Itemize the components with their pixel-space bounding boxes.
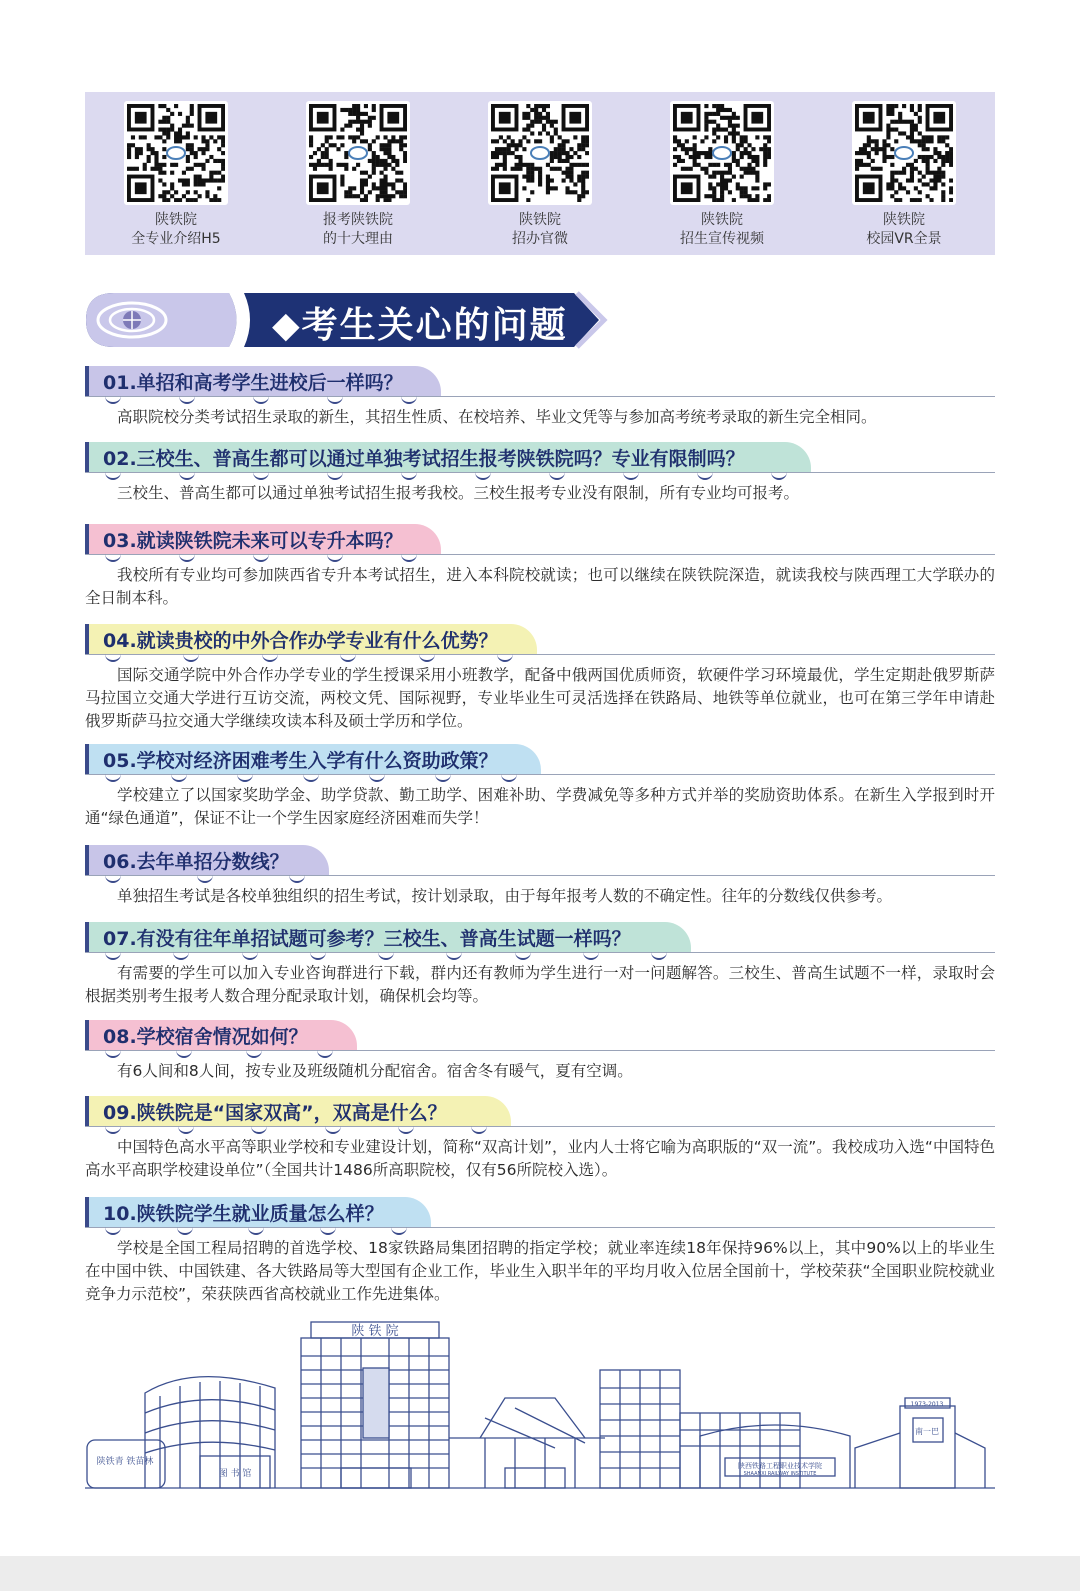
wheel-icon xyxy=(317,1050,333,1058)
wheel-icon xyxy=(398,1126,414,1134)
answer-text: 有需要的学生可以加入专业咨询群进行下载，群内还有教师为学生进行一对一问题解答。三校生、普高生试题不一样，录取时会根据类别考生报考人数合理分配录取计划，确保机会均等。 xyxy=(85,964,995,1005)
wheel-icon xyxy=(771,472,787,480)
answer-text: 我校所有专业均可参加陕西省专升本考试招生，进入本科院校就读；也可以继续在陕铁院深造，就读我校与陕西理工大学联办的全日制本科。 xyxy=(85,566,995,607)
wheel-icon xyxy=(253,472,269,480)
section-title: ◆考生关心的问题 xyxy=(272,305,568,346)
wheel-icon xyxy=(310,952,326,960)
question-bar xyxy=(85,1020,995,1054)
wheel-icon xyxy=(105,1126,121,1134)
qr-code[interactable] xyxy=(852,101,956,205)
qr-caption-line1: 陕铁院 xyxy=(883,212,925,228)
wheel-icon xyxy=(246,1050,262,1058)
wheel-icon xyxy=(105,1227,121,1235)
qr-caption xyxy=(131,211,220,249)
question-text: 03.就读陕铁院未来可以专升本吗？ xyxy=(103,529,403,552)
qr-code[interactable] xyxy=(488,101,592,205)
qr-caption-line1: 陕铁院 xyxy=(155,212,197,228)
wheel-icon xyxy=(251,1126,267,1134)
wheel-icon xyxy=(179,472,195,480)
wheel-icon xyxy=(105,875,121,883)
wheel-icon xyxy=(391,1227,407,1235)
wheel-decoration xyxy=(85,654,995,662)
section-banner xyxy=(84,289,614,351)
answer-text: 学校是全国工程局招聘的首选学校、18家铁路局集团招聘的指定学校；就业率连续18年保持96%以上，其中90%以上的毕业生在中国中铁、中国铁建、各大铁路局等大型国有企业工作，毕业生入职半年的平均月收入位居全国前十，学校荣获“全国职业院校就业竞争力示范校”，荣获陕西省高校就业工作先进集体。 xyxy=(85,1239,995,1303)
answer-text: 国际交通学院中外合作办学专业的学生授课采用小班教学，配备中俄两国优质师资，软硬件学习环境最优，学生定期赴俄罗斯萨马拉国立交通大学进行互访交流，两校文凭、国际视野，专业毕业生可灵活选择在铁路局、地铁等单位就业，也可在第三学年申请赴俄罗斯萨马拉交通大学继续攻读本科及硕士学历和学位。 xyxy=(85,666,995,730)
answer-text: 有6人间和8人间，按专业及班级随机分配宿舍。宿舍冬有暖气，夏有空调。 xyxy=(117,1062,633,1080)
wheel-icon xyxy=(197,875,213,883)
question-bar xyxy=(85,1197,995,1231)
question-pill xyxy=(85,442,811,472)
wheel-icon xyxy=(289,875,305,883)
wheel-icon xyxy=(179,554,195,562)
wheel-icon xyxy=(173,952,189,960)
wheel-icon xyxy=(105,1050,121,1058)
question-pill xyxy=(85,1096,511,1126)
wheel-icon xyxy=(262,654,278,662)
wheel-decoration xyxy=(85,396,995,404)
question-pill xyxy=(85,845,329,875)
wheel-icon xyxy=(401,472,417,480)
qr-caption-line2: 的十大理由 xyxy=(323,231,393,247)
wheel-icon xyxy=(237,774,253,782)
wheel-icon xyxy=(325,1126,341,1134)
answer-text: 高职院校分类考试招生录取的新生，其招生性质、在校培养、毕业文凭等与参加高考统考录取的新生完全相同。 xyxy=(117,408,877,426)
qr-item[interactable] xyxy=(455,101,625,249)
wheel-icon xyxy=(401,554,417,562)
answer-text: 单独招生考试是各校单独组织的招生考试，按计划录取，由于每年报考人数的不确定性。往年的分数线仅供参考。 xyxy=(117,887,893,905)
wheel-icon xyxy=(179,396,195,404)
question-pill xyxy=(85,524,441,554)
question-text: 05.学校对经济困难考生入学有什么资助政策？ xyxy=(103,749,498,772)
answer-text: 三校生、普高生都可以通过单独考试招生报考我校。三校生报考专业没有限制，所有专业均可报考。 xyxy=(117,484,800,502)
wheel-icon xyxy=(340,654,356,662)
qr-caption-line1: 陕铁院 xyxy=(519,212,561,228)
faq-item xyxy=(85,744,995,830)
gate-sign-en: SHAANXI RAILWAY INSTITUTE xyxy=(743,1471,817,1477)
wheel-icon xyxy=(253,396,269,404)
wheel-icon xyxy=(105,472,121,480)
qr-caption-line2: 校园VR全景 xyxy=(866,231,942,247)
library-sign: 图 书 馆 xyxy=(218,1469,252,1479)
wheel-decoration xyxy=(85,774,995,782)
question-text: 07.有没有往年单招试题可参考？三校生、普高生试题一样吗？ xyxy=(103,927,631,950)
campus-skyline-illustration xyxy=(85,1318,995,1496)
wheel-icon xyxy=(183,654,199,662)
page-bottom-strip xyxy=(0,1556,1080,1591)
wheel-icon xyxy=(475,472,491,480)
question-bar xyxy=(85,524,995,558)
wheel-icon xyxy=(697,472,713,480)
wheel-icon xyxy=(105,654,121,662)
wheel-icon xyxy=(446,952,462,960)
main-building-sign: 陕 铁 院 xyxy=(351,1324,399,1339)
qr-caption-line1: 报考陕铁院 xyxy=(323,212,393,228)
wheel-icon xyxy=(248,1227,264,1235)
wheel-icon xyxy=(320,1227,336,1235)
question-pill xyxy=(85,624,537,654)
wheel-decoration xyxy=(85,1050,995,1058)
wheel-icon xyxy=(401,396,417,404)
question-text: 06.去年单招分数线？ xyxy=(103,850,289,873)
qr-caption xyxy=(323,211,393,249)
stone-sign: 南一巴 xyxy=(915,1427,939,1436)
answer-text: 中国特色高水平高等职业学校和专业建设计划，简称“双高计划”，业内人士将它喻为高职版的“双一流”。我校成功入选“中国特色高水平高职学校建设单位”（全国共计1486所高职院校，仅有56所院校入选）。 xyxy=(85,1138,995,1179)
wheel-icon xyxy=(378,952,394,960)
wheel-icon xyxy=(327,472,343,480)
faq-item xyxy=(85,524,995,610)
faq-item xyxy=(85,624,995,733)
wheel-decoration xyxy=(85,952,995,960)
question-text: 08.学校宿舍情况如何？ xyxy=(103,1025,308,1048)
wheel-icon xyxy=(435,774,451,782)
calligraphy-sign: 陕铁青 铁苗林 xyxy=(96,1457,154,1467)
wheel-icon xyxy=(419,654,435,662)
wheel-icon xyxy=(105,774,121,782)
question-bar xyxy=(85,744,995,778)
faq-item xyxy=(85,1020,995,1083)
qr-caption-line2: 招办官微 xyxy=(512,231,568,247)
wheel-icon xyxy=(369,774,385,782)
question-text: 01.单招和高考学生进校后一样吗？ xyxy=(103,371,403,394)
wheel-icon xyxy=(501,774,517,782)
question-bar xyxy=(85,845,995,879)
qr-caption xyxy=(866,211,941,249)
wheel-icon xyxy=(178,1126,194,1134)
question-pill xyxy=(85,1197,431,1227)
wheel-icon xyxy=(515,952,531,960)
faq-item xyxy=(85,1096,995,1182)
wheel-icon xyxy=(583,952,599,960)
qr-code[interactable] xyxy=(124,101,228,205)
qr-caption xyxy=(512,211,568,249)
qr-caption-line1: 陕铁院 xyxy=(701,212,743,228)
faq-item xyxy=(85,1197,995,1306)
qr-item[interactable] xyxy=(273,101,443,249)
question-bar xyxy=(85,442,995,476)
qr-caption-line2: 全专业介绍H5 xyxy=(131,231,221,247)
gate-sign-cn: 陕西铁路工程职业技术学院 xyxy=(738,1462,822,1470)
question-bar xyxy=(85,366,995,400)
wheel-decoration xyxy=(85,1227,995,1235)
answer-text: 学校建立了以国家奖助学金、助学贷款、勤工助学、困难补助、学费减免等多种方式并举的奖励资助体系。在新生入学报到时开通“绿色通道”，保证不让一个学生因家庭经济困难而失学！ xyxy=(85,786,995,827)
wheel-icon xyxy=(105,396,121,404)
question-pill xyxy=(85,366,441,396)
question-text: 10.陕铁院学生就业质量怎么样？ xyxy=(103,1202,384,1225)
wheel-decoration xyxy=(85,554,995,562)
qr-caption xyxy=(680,211,764,249)
wheel-icon xyxy=(327,396,343,404)
wheel-icon xyxy=(176,1050,192,1058)
wheel-icon xyxy=(549,472,565,480)
question-pill xyxy=(85,922,691,952)
qr-code[interactable] xyxy=(306,101,410,205)
wheel-decoration xyxy=(85,875,995,883)
wheel-icon xyxy=(105,952,121,960)
question-pill xyxy=(85,1020,357,1050)
wheel-icon xyxy=(105,554,121,562)
question-bar xyxy=(85,1096,995,1130)
wheel-decoration xyxy=(85,472,995,480)
qr-item[interactable] xyxy=(637,101,807,249)
qr-code[interactable] xyxy=(670,101,774,205)
qr-item[interactable] xyxy=(91,101,261,249)
faq-item xyxy=(85,366,995,429)
years-sign: 1973-2013 xyxy=(910,1401,944,1408)
faq-item xyxy=(85,922,995,1008)
wheel-icon xyxy=(303,774,319,782)
question-text: 04.就读贵校的中外合作办学专业有什么优势？ xyxy=(103,629,498,652)
wheel-icon xyxy=(327,554,343,562)
question-text: 02.三校生、普高生都可以通过单独考试招生报考陕铁院吗？专业有限制吗？ xyxy=(103,447,745,470)
question-text: 09.陕铁院是“国家双高”，双高是什么？ xyxy=(103,1101,447,1124)
question-pill xyxy=(85,744,541,774)
wheel-icon xyxy=(171,774,187,782)
wheel-decoration xyxy=(85,1126,995,1134)
wheel-icon xyxy=(177,1227,193,1235)
qr-code-band xyxy=(85,92,995,255)
qr-caption-line2: 招生宣传视频 xyxy=(680,231,764,247)
question-bar xyxy=(85,922,995,956)
question-bar xyxy=(85,624,995,658)
wheel-icon xyxy=(497,654,513,662)
wheel-icon xyxy=(651,952,667,960)
qr-item[interactable] xyxy=(819,101,989,249)
wheel-icon xyxy=(253,554,269,562)
faq-item xyxy=(85,442,995,505)
wheel-icon xyxy=(623,472,639,480)
wheel-icon xyxy=(242,952,258,960)
wheel-icon xyxy=(471,1126,487,1134)
faq-item xyxy=(85,845,995,908)
